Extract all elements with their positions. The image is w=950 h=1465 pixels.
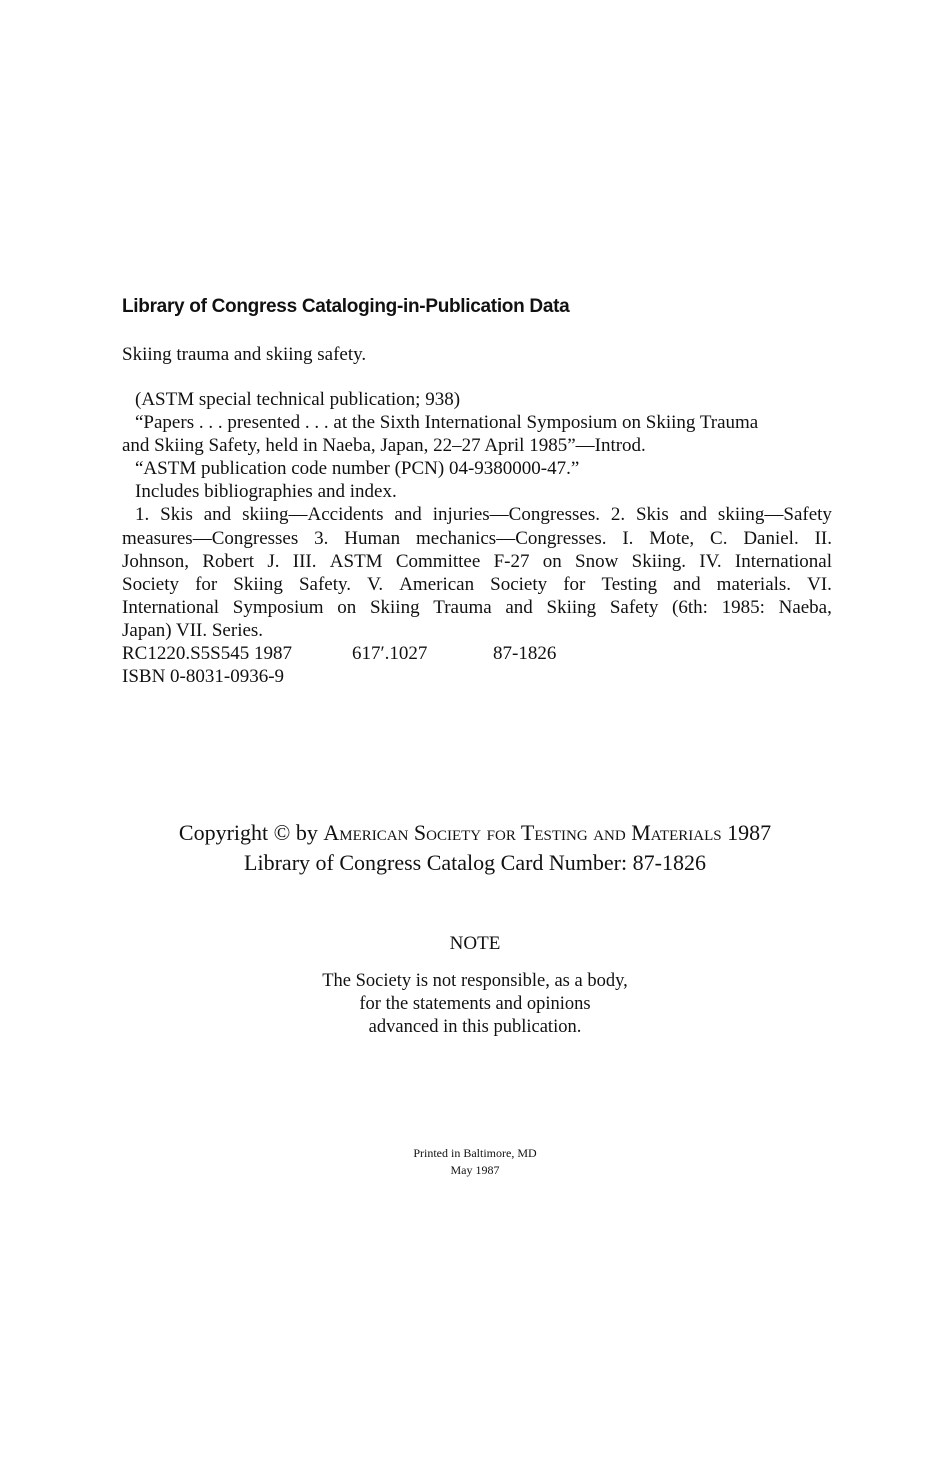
subject-word: Committee	[395, 550, 481, 572]
cip-note-papers-cont: and Skiing Safety, held in Naeba, Japan, 22–27 April 1985”—Introd.	[122, 435, 646, 457]
cip-subject-line	[122, 596, 832, 619]
subject-word: Skiing	[546, 596, 597, 618]
copyright-publisher: American Society for Testing and Materials	[323, 820, 722, 845]
note-line: advanced in this publication.	[368, 1017, 582, 1037]
subject-word: V.	[367, 573, 384, 595]
imprint	[0, 1145, 950, 1179]
cip-subject-line	[122, 503, 832, 526]
subject-word: and	[673, 573, 701, 595]
subject-word: and	[505, 596, 533, 618]
subject-word: International	[734, 550, 832, 572]
subject-word: Society	[490, 573, 548, 595]
subject-word: and	[203, 504, 232, 526]
note-text	[0, 970, 950, 1039]
subject-word: Robert	[202, 550, 255, 572]
cip-note-pcn: “ASTM publication code number (PCN) 04-9380000-47.”	[135, 458, 580, 480]
subject-word: (6th:	[672, 596, 708, 618]
subject-word: I.	[622, 527, 634, 549]
subject-word: Skis	[160, 504, 193, 526]
subject-word: Safety	[609, 596, 659, 618]
copyright-prefix: Copyright © by	[178, 820, 318, 845]
subject-word: Skiing.	[631, 550, 686, 572]
subject-word: mechanics—Congresses.	[416, 527, 607, 549]
subject-word: F-27	[493, 550, 530, 572]
copyright-year: 1987	[727, 820, 772, 845]
subject-word: Skis	[635, 504, 669, 526]
cip-subject-line: Japan) VII. Series.	[122, 619, 264, 641]
cip-note-papers: “Papers . . . presented . . . at the Sixth International Symposium on Skiing Trauma	[135, 412, 759, 434]
subject-word: Safety.	[298, 573, 352, 595]
subject-word: Snow	[575, 550, 619, 572]
subject-word: 1.	[135, 504, 150, 526]
subject-word: 2.	[610, 504, 626, 526]
subject-word: Skiing	[233, 573, 283, 595]
subject-word: Testing	[601, 573, 658, 595]
subject-word: Mote,	[649, 527, 695, 549]
note-title: NOTE	[449, 933, 501, 954]
copyright-line	[0, 818, 950, 848]
cip-title: Skiing trauma and skiing safety.	[122, 344, 367, 365]
subject-word: Skiing	[369, 596, 420, 618]
subject-word: 1985:	[721, 596, 765, 618]
cip-record	[122, 388, 832, 688]
subject-word: Society	[122, 573, 179, 595]
cip-dewey-number: 617′.1027	[352, 643, 428, 665]
subject-word: for	[563, 573, 586, 595]
subject-word: Naeba,	[778, 596, 832, 618]
cip-subject-line	[122, 527, 832, 550]
subject-word: measures—Congresses	[122, 527, 299, 549]
subject-word: materials.	[716, 573, 792, 595]
subject-word: II.	[814, 527, 832, 549]
subject-word: Johnson,	[122, 550, 190, 572]
copyright-block	[0, 818, 950, 878]
cip-note-bibliographies: Includes bibliographies and index.	[135, 481, 397, 503]
subject-word: injuries—Congresses.	[432, 504, 600, 526]
cip-subject-line	[122, 573, 832, 596]
cip-call-row	[122, 642, 832, 665]
subject-word: III.	[292, 550, 317, 572]
catalog-card-line: Library of Congress Catalog Card Number: 87-1826	[244, 850, 706, 875]
subject-word: 3.	[314, 527, 329, 549]
cip-lccn: 87-1826	[493, 643, 557, 665]
subject-word: for	[195, 573, 218, 595]
imprint-place: Printed in Baltimore, MD	[413, 1146, 537, 1160]
note-line: for the statements and opinions	[359, 994, 591, 1014]
subject-word: VI.	[807, 573, 832, 595]
cip-subject-line	[122, 550, 832, 573]
subject-word: C.	[710, 527, 728, 549]
imprint-date: May 1987	[450, 1163, 500, 1177]
subject-word: skiing—Safety	[717, 504, 832, 526]
subject-word: Symposium	[232, 596, 324, 618]
subject-word: and	[394, 504, 422, 526]
note-line: The Society is not responsible, as a body,	[322, 971, 628, 991]
subject-word: Human	[344, 527, 401, 549]
subject-word: and	[679, 504, 708, 526]
subject-word: International	[122, 596, 220, 618]
subject-word: on	[337, 596, 357, 618]
cip-isbn: ISBN 0-8031-0936-9	[122, 666, 285, 688]
cip-heading: Library of Congress Cataloging-in-Publication Data	[122, 296, 570, 317]
cip-note-series: (ASTM special technical publication; 938)	[135, 389, 461, 410]
subject-word: on	[542, 550, 562, 572]
subject-word: IV.	[699, 550, 722, 572]
subject-word: ASTM	[329, 550, 383, 572]
subject-word: J.	[267, 550, 280, 572]
subject-word: skiing—Accidents	[242, 504, 384, 526]
subject-word: American	[399, 573, 475, 595]
cip-call-number: RC1220.S5S545 1987	[122, 643, 292, 665]
subject-word: Trauma	[433, 596, 492, 618]
subject-word: Daniel.	[743, 527, 799, 549]
